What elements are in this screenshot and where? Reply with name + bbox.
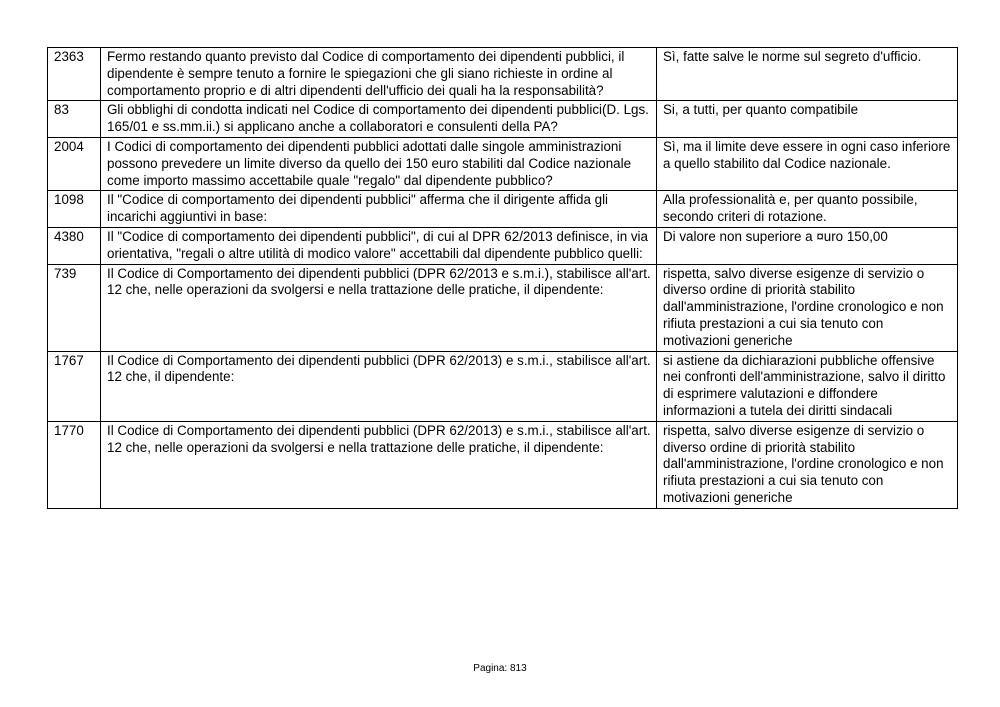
table-row: [48, 137, 958, 190]
answer-text: Sì, ma il limite deve essere in ogni caso inferiore a quello stabilito dal Codice nazionale.: [657, 137, 958, 190]
page-number: Pagina: 813: [473, 663, 527, 674]
answer-text: rispetta, salvo diverse esigenze di servizio o diverso ordine di priorità stabilito dall'amministrazione, l'ordine cronologico e non rifiuta prestazioni a cui sia tenuto con motivazioni generiche: [657, 264, 958, 351]
question-text: I Codici di comportamento dei dipendenti pubblici adottati dalle singole amministrazioni possono prevedere un limite diverso da quello dei 150 euro stabiliti dal Codice nazionale come importo massimo accettabile quale "regalo" dal dipendente pubblico?: [101, 137, 657, 190]
question-text: Il Codice di Comportamento dei dipendenti pubblici (DPR 62/2013) e s.m.i., stabilisce all'art. 12 che, nelle operazioni da svolgersi e nella trattazione delle pratiche, il dipendente:: [101, 421, 657, 508]
question-text: Gli obblighi di condotta indicati nel Codice di comportamento dei dipendenti pubblici(D. Lgs. 165/01 e ss.mm.ii.) si applicano anche a collaboratori e consulenti della PA?: [101, 101, 657, 138]
question-id: 83: [48, 101, 101, 138]
question-id: 2363: [48, 48, 101, 101]
question-id: 4380: [48, 227, 101, 264]
answer-text: si astiene da dichiarazioni pubbliche offensive nei confronti dell'amministrazione, salvo il diritto di esprimere valutazioni e diffondere informazioni a tutela dei diritti sindacali: [657, 351, 958, 421]
answer-text: Si, a tutti, per quanto compatibile: [657, 101, 958, 138]
question-id: 1770: [48, 421, 101, 508]
question-text: Il Codice di Comportamento dei dipendenti pubblici (DPR 62/2013) e s.m.i., stabilisce all'art. 12 che, il dipendente:: [101, 351, 657, 421]
question-text: Il Codice di Comportamento dei dipendenti pubblici (DPR 62/2013 e s.m.i.), stabilisce all'art. 12 che, nelle operazioni da svolgersi e nella trattazione delle pratiche, il dipendente:: [101, 264, 657, 351]
table-row: [48, 191, 958, 228]
table-row: [48, 264, 958, 351]
answer-text: Sì, fatte salve le norme sul segreto d'ufficio.: [657, 48, 958, 101]
answer-text: Di valore non superiore a ¤uro 150,00: [657, 227, 958, 264]
question-text: Il "Codice di comportamento dei dipendenti pubblici", di cui al DPR 62/2013 definisce, in via orientativa, "regali o altre utilità di modico valore" accettabili dal dipendente pubblico quelli:: [101, 227, 657, 264]
question-text: Il "Codice di comportamento dei dipendenti pubblici" afferma che il dirigente affida gli incarichi aggiuntivi in base:: [101, 191, 657, 228]
answer-text: rispetta, salvo diverse esigenze di servizio o diverso ordine di priorità stabilito dall'amministrazione, l'ordine cronologico e non rifiuta prestazioni a cui sia tenuto con motivazioni generiche: [657, 421, 958, 508]
question-answer-table: [47, 47, 958, 509]
question-id: 2004: [48, 137, 101, 190]
table-row: [48, 421, 958, 508]
table-row: [48, 101, 958, 138]
table-row: [48, 48, 958, 101]
table-row: [48, 351, 958, 421]
table-row: [48, 227, 958, 264]
question-text: Fermo restando quanto previsto dal Codice di comportamento dei dipendenti pubblici, il dipendente è sempre tenuto a fornire le spiegazioni che gli siano richieste in ordine al comportamento proprio e di altri dipendenti dell'ufficio dei quali ha la responsabilità?: [101, 48, 657, 101]
question-id: 739: [48, 264, 101, 351]
question-id: 1767: [48, 351, 101, 421]
question-id: 1098: [48, 191, 101, 228]
answer-text: Alla professionalità e, per quanto possibile, secondo criteri di rotazione.: [657, 191, 958, 228]
